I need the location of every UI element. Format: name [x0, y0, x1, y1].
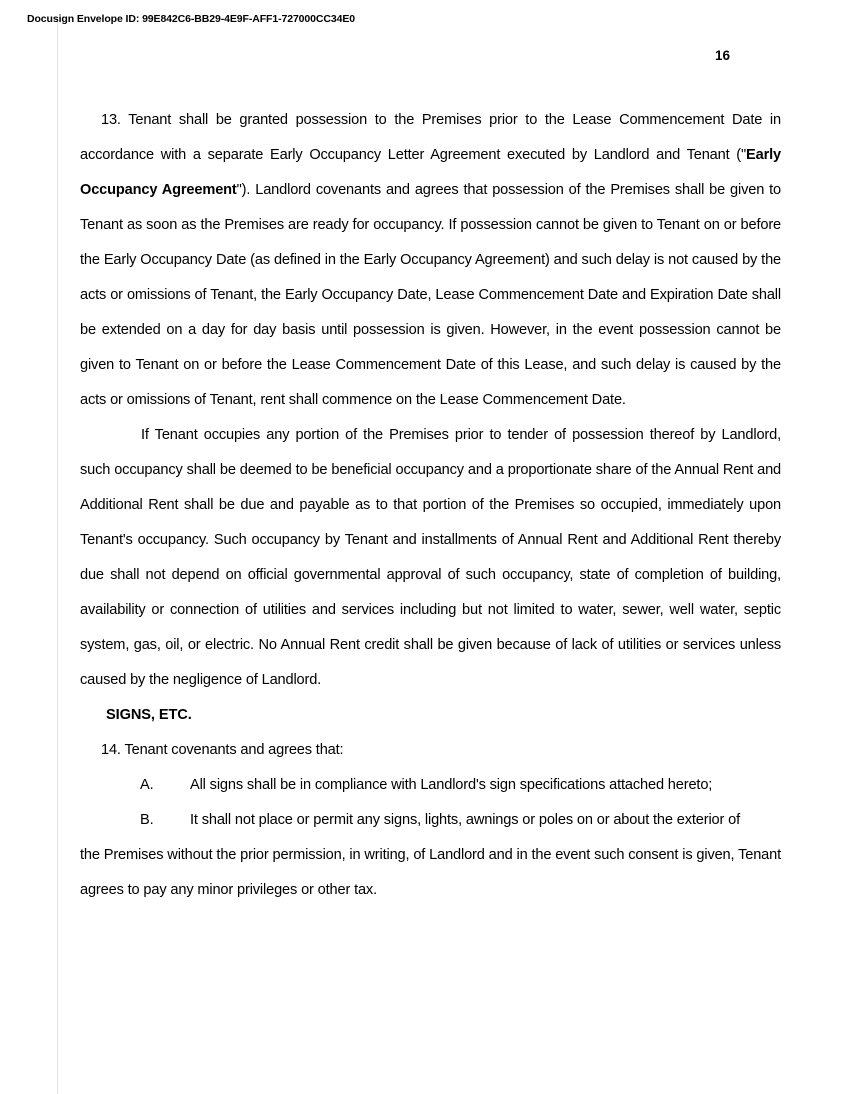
clause-14-paragraph: 14. Tenant covenants and agrees that:	[101, 742, 344, 758]
docusign-envelope-id: Docusign Envelope ID: 99E842C6-BB29-4E9F-AFF1-727000CC34E0	[27, 13, 355, 25]
section-heading-signs: SIGNS, ETC.	[106, 707, 192, 723]
sub-item-b	[80, 803, 781, 838]
sub-item-b-text: It shall not place or permit any signs, lights, awnings or poles on or about the exterior of	[190, 812, 740, 828]
sub-item-b-continuation: the Premises without the prior permission, in writing, of Landlord and in the event such consent is given, Tenant agrees to pay any minor privileges or other tax.	[80, 847, 781, 898]
page-scan-edge	[57, 18, 58, 1094]
sub-item-a-marker: A.	[140, 777, 154, 793]
sub-item-a	[80, 768, 781, 803]
document-body	[80, 103, 781, 908]
clause-13-text-before-bold: 13. Tenant shall be granted possession to the Premises prior to the Lease Commencement Date in accordance with a separate Early Occupancy Letter Agreement executed by Landlord and Tenant ("	[80, 112, 781, 163]
clause-13-defined-term: Early Occupancy Agreement	[80, 147, 781, 198]
occupancy-paragraph: If Tenant occupies any portion of the Premises prior to tender of possession thereof by Landlord, such occupancy shall be deemed to be beneficial occupancy and a proportionate share of the Annual Rent and Additional Rent shall be due and payable as to that portion of the Premises so occupied, immediately upon Tenant's occupancy. Such occupancy by Tenant and installments of Annual Rent and Additional Rent thereby due shall not depend on official governmental approval of such occupancy, state of completion of building, availability or connection of utilities and services including but not limited to water, sewer, well water, septic system, gas, oil, or electric. No Annual Rent credit shall be given because of lack of utilities or services unless caused by the negligence of Landlord.	[80, 427, 781, 688]
page-number: 16	[714, 48, 730, 63]
clause-13-paragraph	[80, 103, 781, 418]
sub-item-b-marker: B.	[140, 812, 154, 828]
sub-item-a-text: All signs shall be in compliance with Landlord's sign specifications attached hereto;	[190, 777, 713, 793]
clause-13-text-after-bold: "). Landlord covenants and agrees that possession of the Premises shall be given to Tenant as soon as the Premises are ready for occupancy. If possession cannot be given to Tenant on or before the Early Occupancy Date (as defined in the Early Occupancy Agreement) and such delay is not caused by the acts or omissions of Tenant, the Early Occupancy Date, Lease Commencement Date and Expiration Date shall be extended on a day for day basis until possession is given. However, in the event possession cannot be given to Tenant on or before the Lease Commencement Date of this Lease, and such delay is caused by the acts or omissions of Tenant, rent shall commence on the Lease Commencement Date.	[80, 182, 782, 408]
